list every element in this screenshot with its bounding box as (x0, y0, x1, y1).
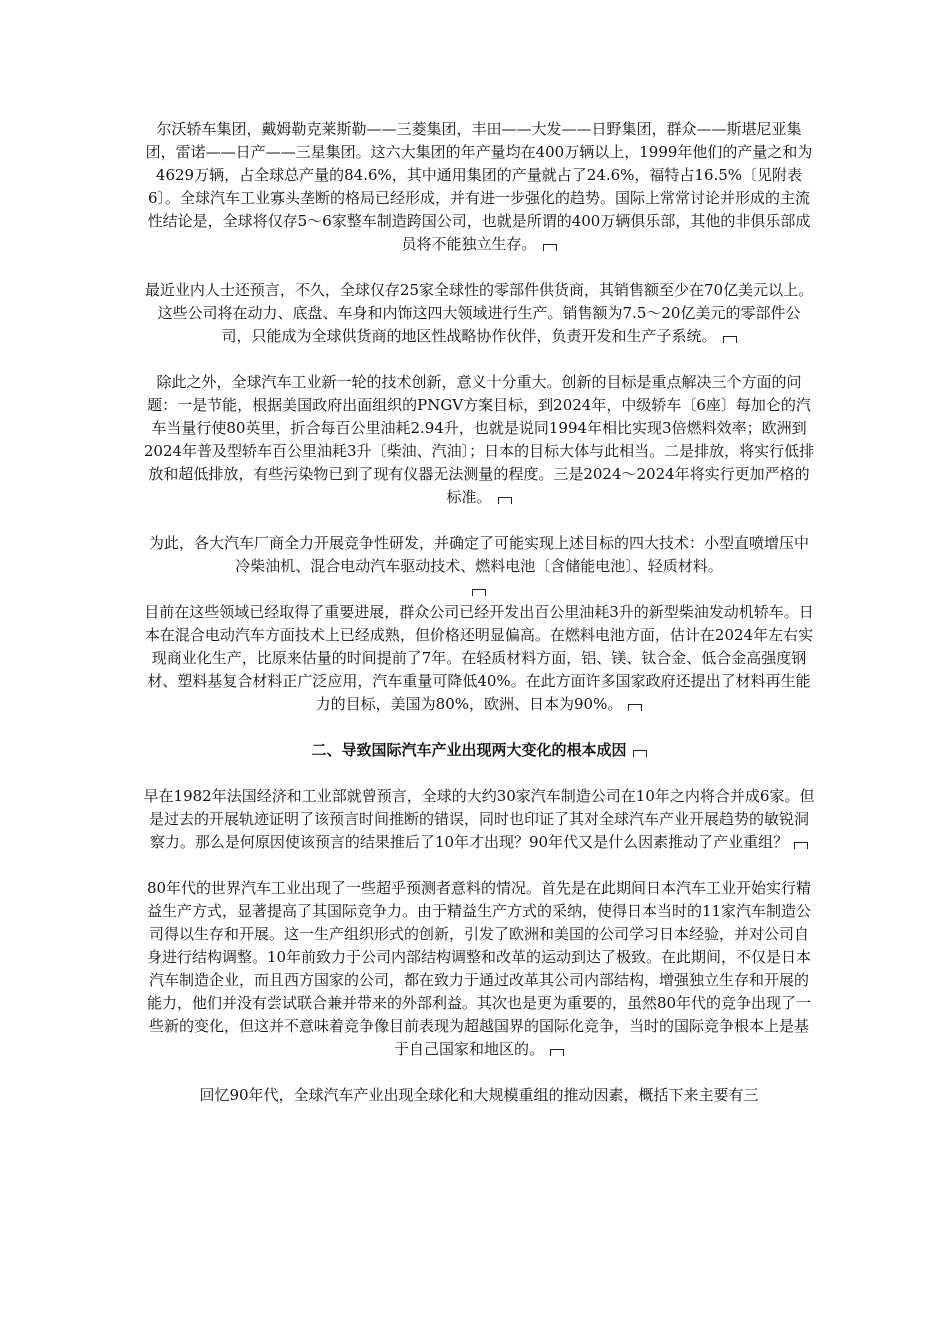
paragraph-2-text: 最近业内人士还预言，不久，全球仅存25家全球性的零部件供货商，其销售额至少在70亿美元以上。这些公司将在动力、底盘、车身和内饰这四大领域进行生产。销售额为7.5～20亿美元的零部件公司，只能成为全球供货商的地区性战略协作伙伴，负责开发和生产子系统。 (144, 281, 814, 345)
paragraph-mark-icon (723, 336, 737, 343)
paragraph-2 (143, 279, 815, 348)
paragraph-7 (143, 877, 815, 1061)
paragraph-mark-icon (633, 750, 647, 757)
paragraph-7-text: 80年代的世界汽车工业出现了一些超乎预测者意料的情况。首先是在此期间日本汽车工业开始实行精益生产方式，显著提高了其国际竞争力。由于精益生产方式的采纳，使得日本当时的11家汽车制造公司得以生存和开展。这一生产组织形式的创新，引发了欧洲和美国的公司学习日本经验，并对公司自身进行结构调整。10年前致力于公司内部结构调整和改革的运动到达了极致。在此期间，不仅是日本汽车制造企业，而且西方国家的公司，都在致力于通过改革其公司内部结构，增强独立生存和开展的能力，他们并没有尝试联合兼并带来的外部利益。其次也是更为重要的，虽然80年代的竞争出现了一些新的变化，但这并不意味着竞争像目前表现为超越国界的国际化竞争，当时的国际竞争根本上是基于自己国家和地区的。 (146, 879, 812, 1058)
paragraph-6 (143, 785, 815, 854)
section-heading-text: 二、导致国际汽车产业出现两大变化的根本成因 (311, 741, 627, 759)
paragraph-mark-icon (498, 497, 512, 504)
paragraph-4 (143, 532, 815, 601)
paragraph-6-text: 早在1982年法国经济和工业部就曾预言，全球的大约30家汽车制造公司在10年之内将合并成6家。但是过去的开展轨迹证明了该预言时间推断的错误，同时也印证了其对全球汽车产业开展趋势的敏锐洞察力。那么是何原因使该预言的结果推后了10年才出现？90年代又是什么因素推动了产业重组？ (143, 787, 815, 851)
paragraph-8 (143, 1084, 815, 1107)
paragraph-mark-line (143, 578, 815, 601)
paragraph-mark-icon (550, 1049, 564, 1056)
paragraph-mark-icon (543, 244, 557, 251)
document-page (143, 118, 815, 1107)
paragraph-mark-icon (628, 704, 642, 711)
paragraph-5 (143, 601, 815, 716)
paragraph-3 (143, 371, 815, 509)
paragraph-8-text: 回忆90年代，全球汽车产业出现全球化和大规模重组的推动因素，概括下来主要有三 (199, 1086, 759, 1104)
paragraph-3-text: 除此之外，全球汽车工业新一轮的技术创新，意义十分重大。创新的目标是重点解决三个方面的问题：一是节能，根据美国政府出面组织的PNGV方案目标，到2024年，中级轿车〔6座〕每加仑的汽车当量行使80英里，折合每百公里油耗2.94升，也就是说同1994年相比实现3倍燃料效率；欧洲到2024年普及型轿车百公里油耗3升〔柴油、汽油〕；日本的目标大体与此相当。二是排放，将实行低排放和超低排放，有些污染物已到了现有仪器无法测量的程度。三是2024～2024年将实行更加严格的标准。 (143, 373, 815, 506)
paragraph-mark-icon (472, 589, 486, 596)
paragraph-mark-icon (794, 842, 808, 849)
paragraph-1-text: 尔沃轿车集团，戴姆勒克莱斯勒——三菱集团，丰田——大发——日野集团，群众——斯堪尼亚集团，雷诺——日产——三星集团。这六大集团的年产量均在400万辆以上，1999年他们的产量之和为4629万辆，占全球总产量的84.6%，其中通用集团的产量就占了24.6%，福特占16.5%〔见附表6〕。全球汽车工业寡头垄断的格局已经形成，并有进一步强化的趋势。国际上常常讨论并形成的主流性结论是，全球将仅存5～6家整车制造跨国公司，也就是所谓的400万辆俱乐部，其他的非俱乐部成员将不能独立生存。 (145, 120, 813, 253)
paragraph-4-text: 为此，各大汽车厂商全力开展竞争性研发，并确定了可能实现上述目标的四大技术：小型直喷增压中冷柴油机、混合电动汽车驱动技术、燃料电池〔含储能电池〕、轻质材料。 (148, 534, 809, 575)
paragraph-1 (143, 118, 815, 256)
section-heading (143, 739, 815, 762)
paragraph-5-text: 目前在这些领域已经取得了重要进展，群众公司已经开发出百公里油耗3升的新型柴油发动机轿车。日本在混合电动汽车方面技术上已经成熟，但价格还明显偏高。在燃料电池方面，估计在2024年左右实现商业化生产，比原来估量的时间提前了7年。在轻质材料方面，铝、镁、钛合金、低合金高强度钢材、塑料基复合材料正广泛应用，汽车重量可降低40%。在此方面许多国家政府还提出了材料再生能力的目标，美国为80%，欧洲、日本为90%。 (144, 603, 814, 713)
